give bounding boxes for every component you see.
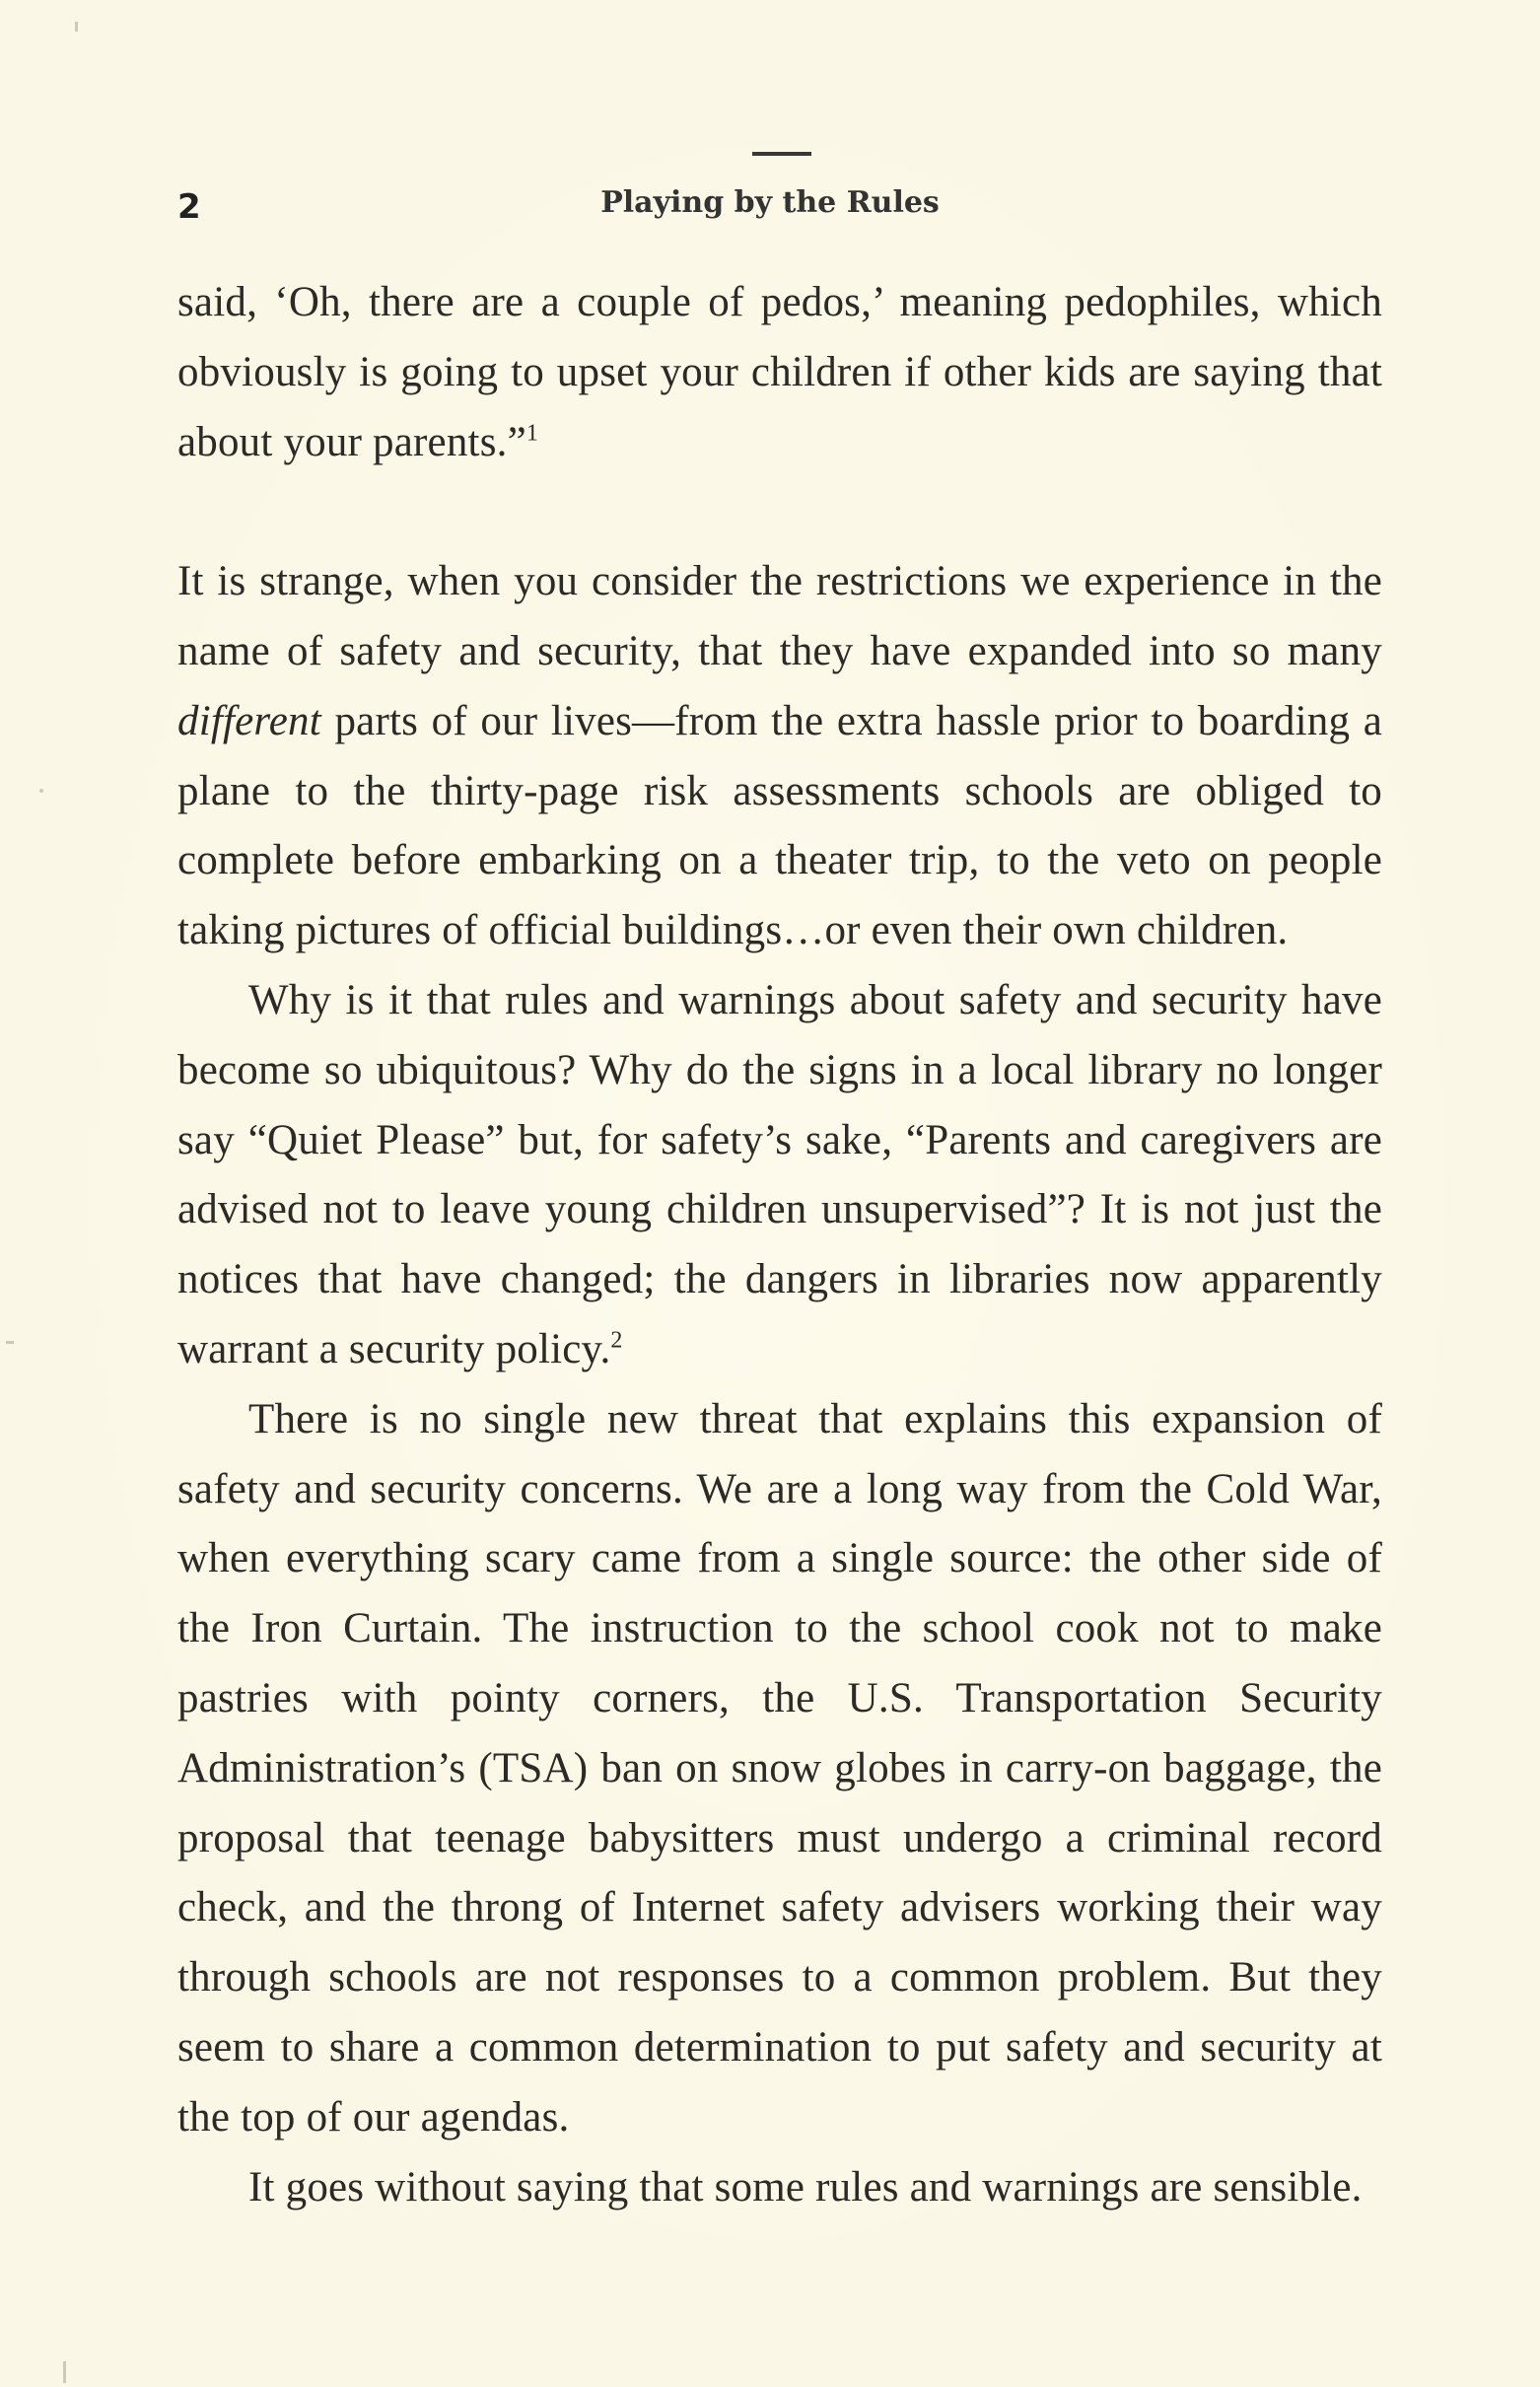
- footnote-ref-1: 1: [525, 420, 539, 447]
- paragraph-2: [177, 547, 1382, 966]
- paragraph-3: [177, 966, 1382, 1385]
- scan-artifact-left: [39, 789, 43, 793]
- header-rule: [752, 152, 811, 156]
- emphasis-different: different: [177, 697, 321, 744]
- paragraph-3-text: Why is it that rules and warnings about safety and security have become so ubiquitous? Why do the signs in a local library no longer say “Quiet Please” but, for safety’s sake, “Parents and caregivers are advised not to leave young children unsupervised”? It is not just the notices that have changed; the dangers in libraries now apparently warrant a security policy.: [177, 976, 1382, 1372]
- paragraph-2-text-end: parts of our lives—from the extra hassle prior to boarding a plane to the thirty-page risk assessments schools are obliged to complete before embarking on a theater trip, to the veto on people taking pictures of official buildings…or even their own children.: [177, 697, 1382, 954]
- body-text: [177, 268, 1382, 2222]
- scan-artifact-top: [75, 22, 78, 32]
- page-number: 2: [177, 187, 201, 227]
- paragraph-1: [177, 268, 1382, 477]
- paragraph-5-text: It goes without saying that some rules and warnings are sensible.: [248, 2163, 1363, 2211]
- paragraph-4: [177, 1385, 1382, 2153]
- running-head: Playing by the Rules: [600, 185, 940, 220]
- footnote-ref-2: 2: [610, 1327, 623, 1354]
- paragraph-2-text-start: It is strange, when you consider the restrictions we experience in the name of safety and security, that they have expanded into so many: [177, 558, 1382, 674]
- scan-artifact-left-lower: [6, 1341, 14, 1344]
- scan-artifact-bottom: [63, 2361, 66, 2383]
- paragraph-4-text: There is no single new threat that explains this expansion of safety and security concerns. We are a long way from the Cold War, when everything scary came from a single source: the other side of the Iron Curtain. The instruction to the school cook not to make pastries with pointy corners, the U.S. Transportation Security Administration’s (TSA) ban on snow globes in carry-on baggage, the proposal that teenage babysitters must undergo a criminal record check, and the throng of Internet safety advisers working their way through schools are not responses to a common problem. But they seem to share a common determination to put safety and security at the top of our agendas.: [177, 1395, 1382, 2141]
- paragraph-1-text: said, ‘Oh, there are a couple of pedos,’ meaning pedophiles, which obviously is going to upset your children if other kids are saying that about your parents.”: [177, 279, 1382, 465]
- paragraph-5: [177, 2153, 1382, 2223]
